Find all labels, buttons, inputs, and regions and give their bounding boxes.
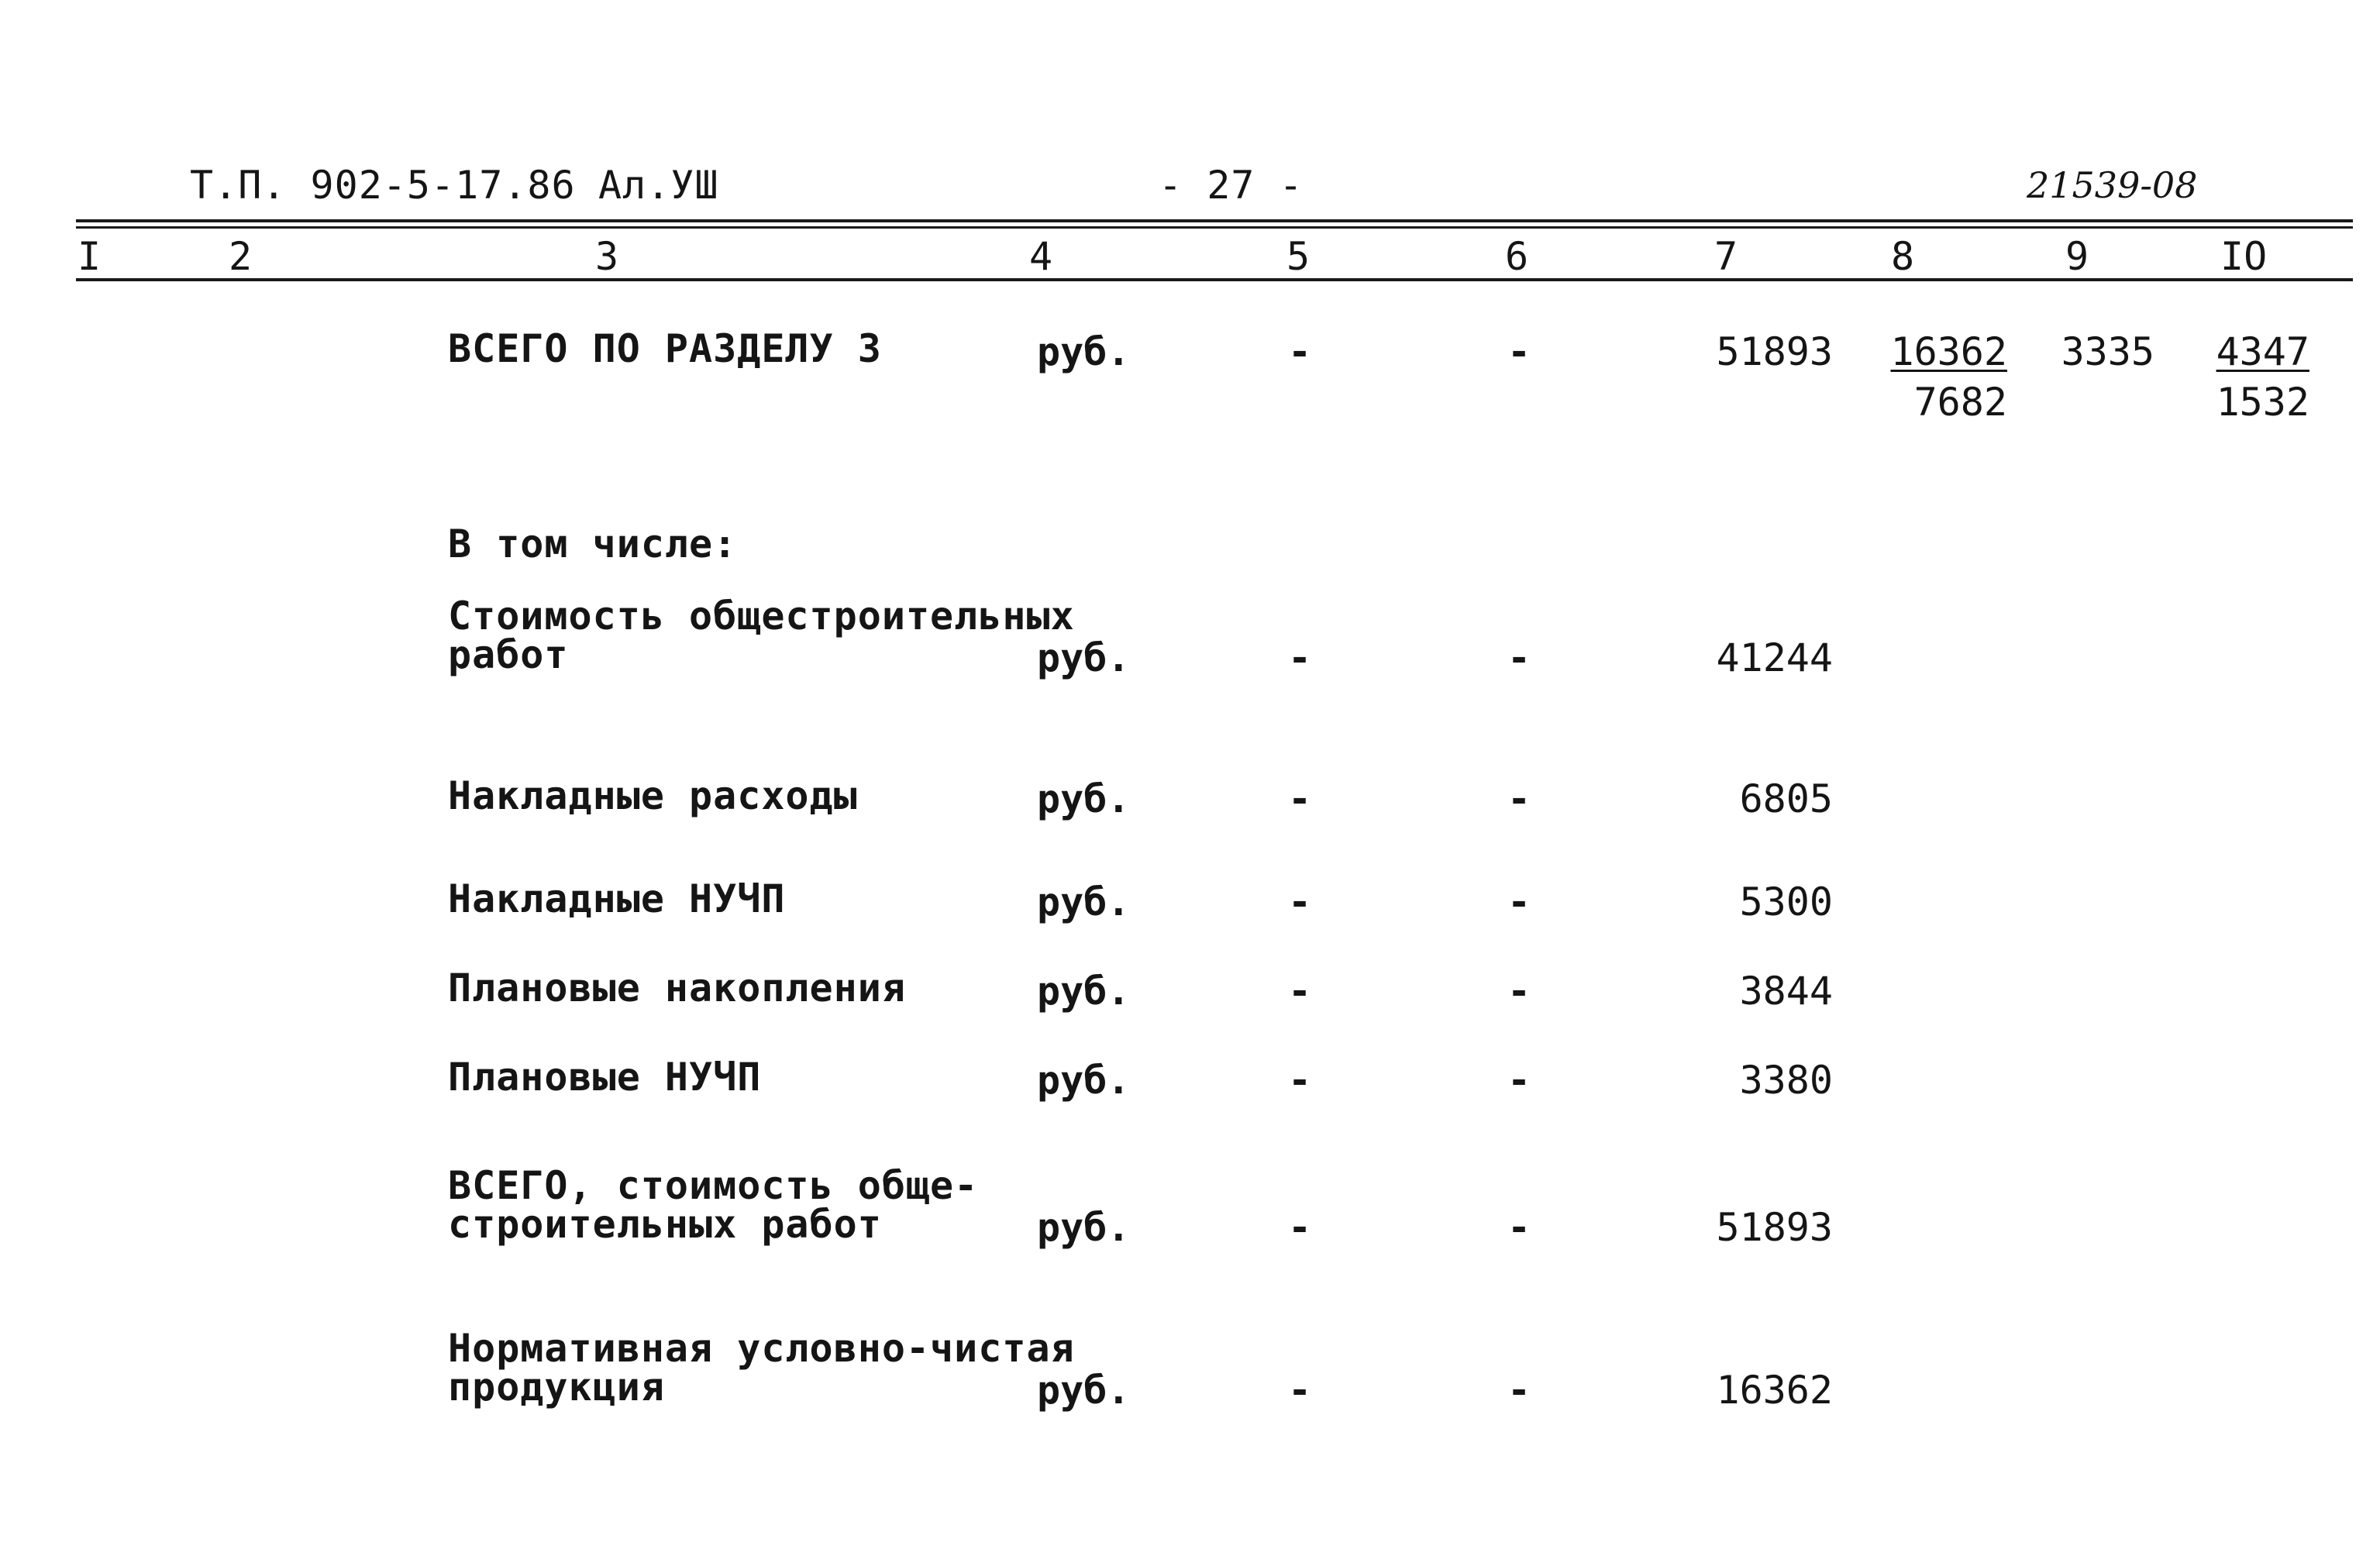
row-name: [448, 773, 1037, 818]
column-number-10: IO: [2220, 234, 2268, 279]
row-col8-bottom: 7682: [1913, 380, 2007, 425]
row-col6: -: [1507, 329, 1531, 374]
column-number-1: I: [77, 234, 102, 279]
document-reference: Т.П. 902-5-17.86: [190, 163, 576, 208]
row-name: [448, 1055, 1037, 1100]
row-name: [448, 1326, 1075, 1410]
column-number-6: 6: [1505, 234, 1529, 279]
row-unit: руб.: [1037, 969, 1131, 1014]
row-col7: 41244: [1716, 635, 1833, 680]
including-label-text: В том числе:: [448, 522, 738, 566]
row-col6: -: [1507, 635, 1531, 680]
inventory-number: 21539-08: [2027, 164, 2198, 206]
row-unit: руб.: [1037, 776, 1131, 821]
row-name-line-2: строительных работ: [448, 1202, 882, 1247]
row-name: [448, 876, 1037, 921]
row-name: [448, 594, 1075, 677]
row-col5: -: [1288, 969, 1312, 1014]
row-col5: -: [1288, 1205, 1312, 1250]
column-number-4: 4: [1029, 234, 1053, 279]
row-name-line-2: продукция: [448, 1365, 665, 1410]
row-col7: 3380: [1739, 1058, 1833, 1103]
row-name: [448, 1163, 1037, 1247]
column-number-5: 5: [1286, 234, 1311, 279]
row-name: [448, 966, 1037, 1010]
row-name-line-2: работ: [448, 632, 569, 677]
page-number: - 27 -: [1159, 163, 1304, 208]
row-col7: 3844: [1739, 969, 1833, 1014]
row-col6: -: [1507, 1205, 1531, 1250]
row-name-line-1: Накладные НУЧП: [448, 876, 786, 921]
column-number-3: 3: [595, 234, 619, 279]
row-col5: -: [1288, 635, 1312, 680]
row-name: [448, 326, 1037, 371]
row-col6: -: [1507, 880, 1531, 924]
row-col5: -: [1288, 880, 1312, 924]
row-unit: руб.: [1037, 1205, 1131, 1250]
row-name-line-1: Плановые накопления: [448, 966, 906, 1010]
row-name-line-1: Накладные расходы: [448, 773, 858, 818]
album-number: Ал.УШ: [598, 163, 719, 208]
row-col5: -: [1288, 1058, 1312, 1103]
row-col6: -: [1507, 969, 1531, 1014]
row-unit: руб.: [1037, 1058, 1131, 1103]
column-number-9: 9: [2065, 234, 2089, 279]
row-col5: -: [1288, 329, 1312, 374]
header-rule-top-double: [76, 226, 2353, 229]
row-col7: 5300: [1739, 880, 1833, 924]
row-unit: руб.: [1037, 880, 1131, 924]
including-label: [448, 522, 1037, 566]
row-col8-top: 16362: [1890, 329, 2007, 374]
row-name-line-1: Стоимость общестроительных: [448, 594, 1075, 639]
row-unit: руб.: [1037, 1368, 1131, 1413]
header-rule-top: [76, 219, 2353, 222]
row-col10-top: 4347: [2216, 329, 2309, 374]
row-unit: руб.: [1037, 635, 1131, 680]
row-col5: -: [1288, 776, 1312, 821]
row-col9: 3335: [2061, 329, 2154, 374]
column-number-7: 7: [1714, 234, 1738, 279]
row-col7: 51893: [1716, 1205, 1833, 1250]
row-unit: руб.: [1037, 329, 1131, 374]
row-name-line-1: Плановые НУЧП: [448, 1055, 762, 1100]
column-number-8: 8: [1891, 234, 1915, 279]
row-col10-bottom: 1532: [2216, 380, 2309, 425]
row-name-line-1: ВСЕГО, стоимость обще-: [448, 1163, 979, 1208]
row-name-line: ВСЕГО ПО РАЗДЕЛУ 3: [448, 326, 882, 371]
row-col6: -: [1507, 776, 1531, 821]
row-col6: -: [1507, 1368, 1531, 1413]
row-name-line-1: Нормативная условно-чистая: [448, 1326, 1075, 1371]
row-col7: 16362: [1716, 1368, 1833, 1413]
row-col7: 6805: [1739, 776, 1833, 821]
row-col5: -: [1288, 1368, 1312, 1413]
column-number-2: 2: [229, 234, 253, 279]
row-col7: 51893: [1716, 329, 1833, 374]
row-col6: -: [1507, 1058, 1531, 1103]
header-rule-bottom: [76, 278, 2353, 281]
